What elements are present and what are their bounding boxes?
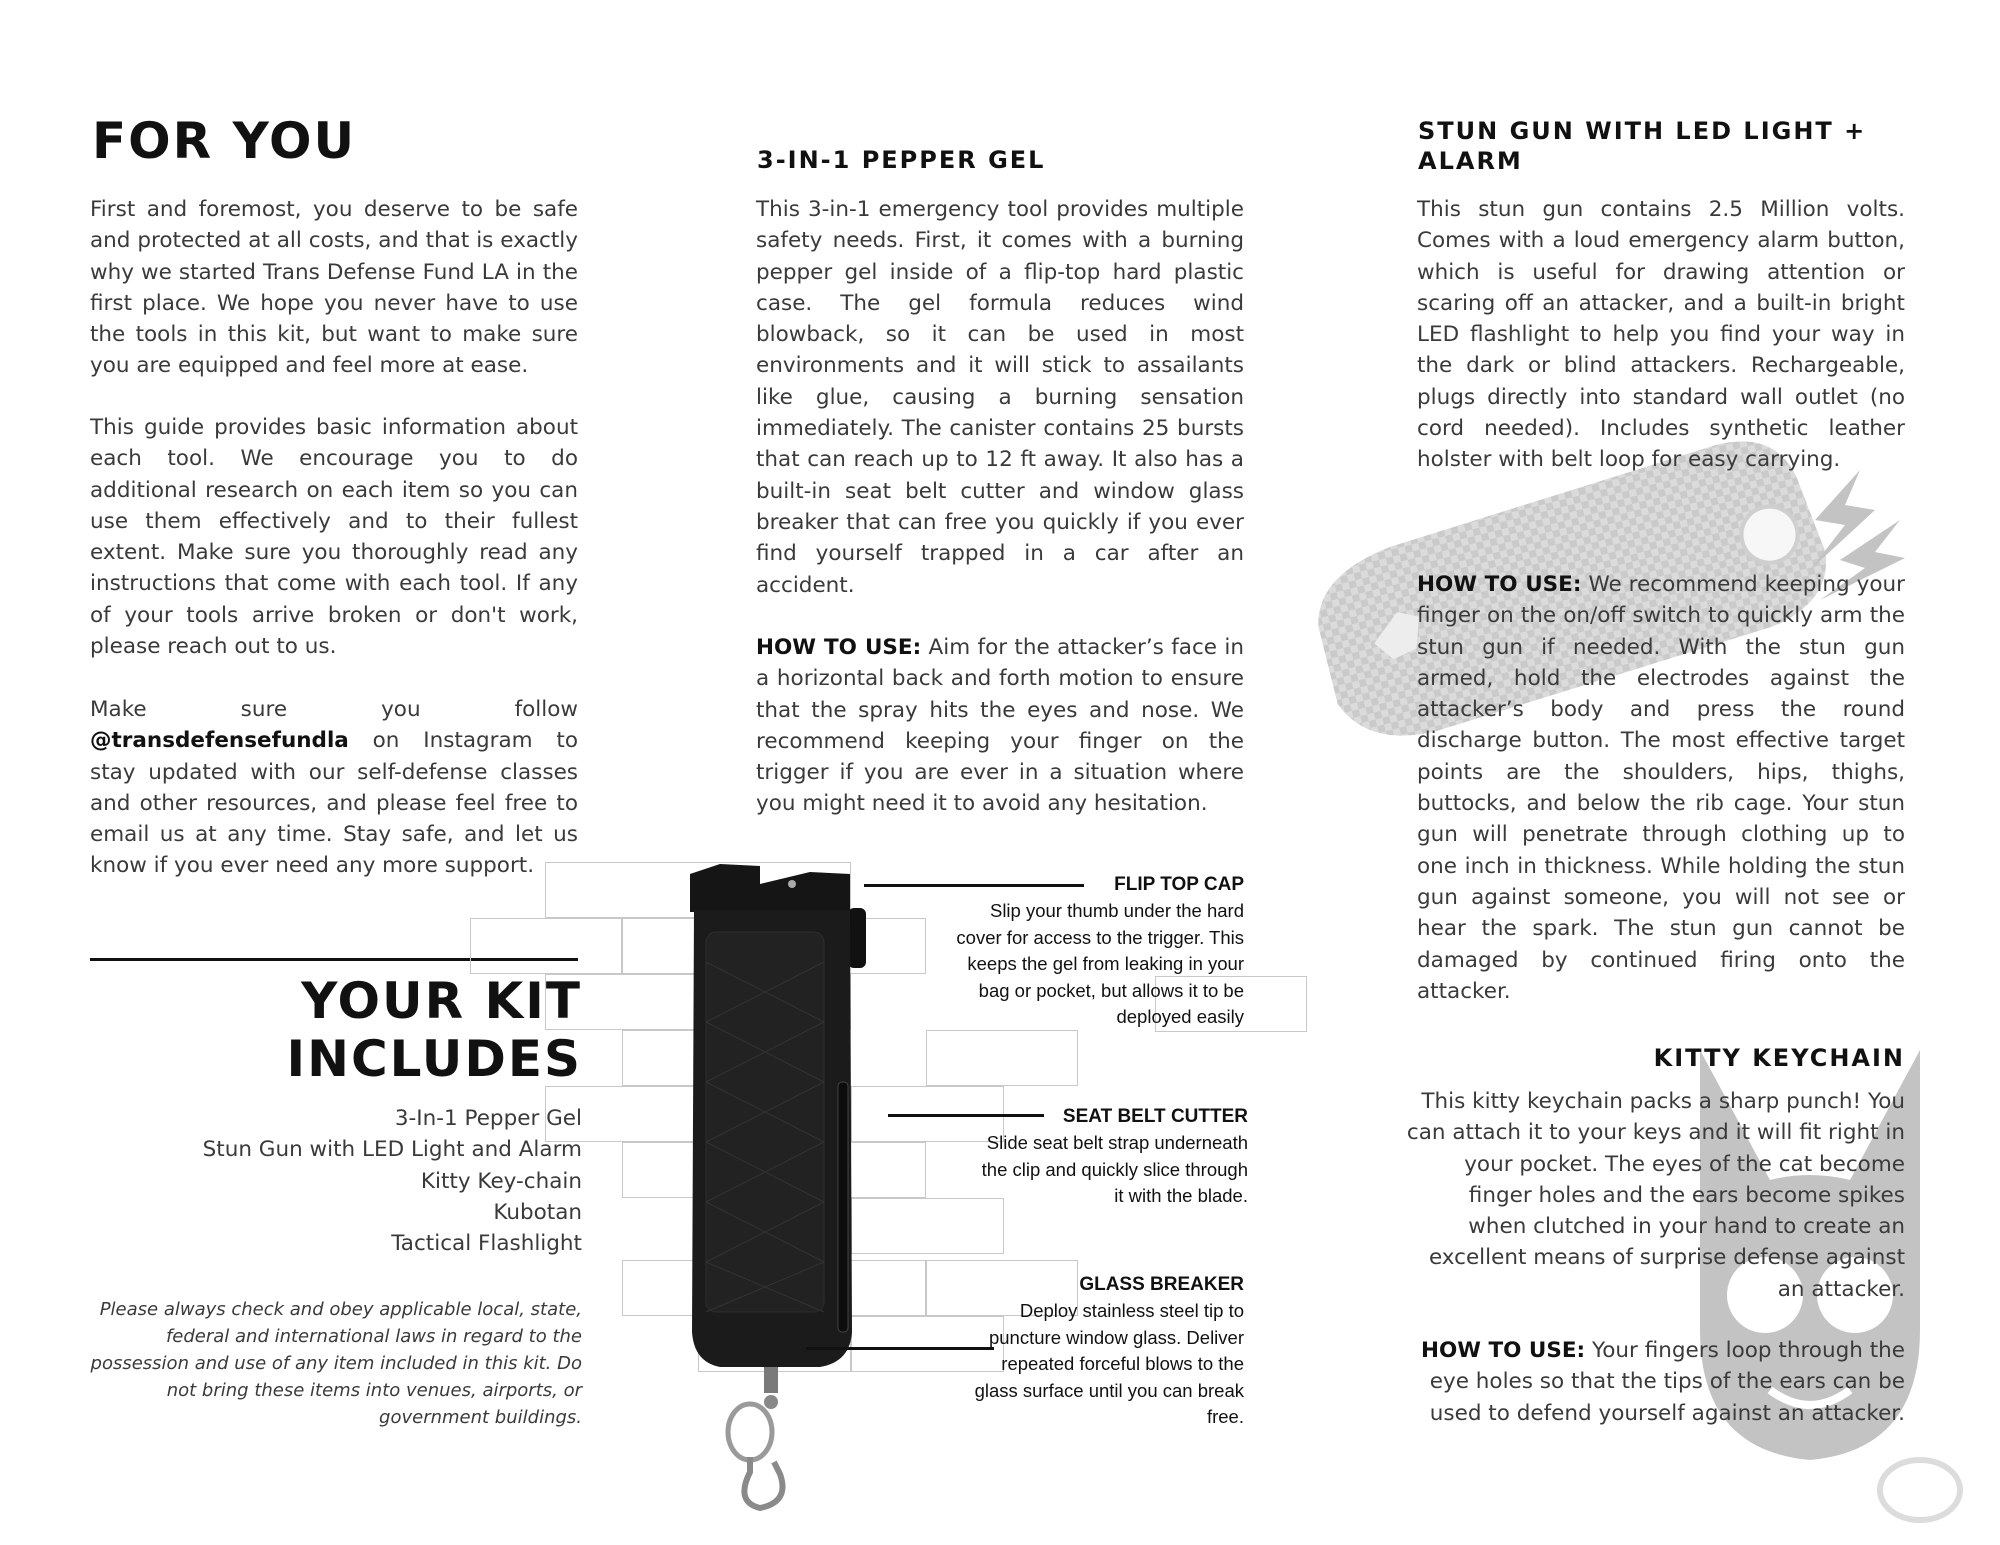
seat-belt-cutter-title: SEAT BELT CUTTER xyxy=(1062,1106,1248,1127)
kitty-keychain-description: This kitty keychain packs a sharp punch! You can attach it to your keys and it will fit right in your pocket. The eyes of the cat become finger holes and the ears become spikes when clutched in your hand to create an excellent means of surprise defense against an attacker. xyxy=(1406,1089,1905,1302)
legal-disclaimer: Please always check and obey applicable local, state, federal and international laws in regard to the possession and use of any item included in this kit. Do not bring these items into venues, airports, or government buildings. xyxy=(90,1299,582,1428)
pepper-gel-canister-image xyxy=(680,862,880,1512)
kit-title xyxy=(180,972,582,1088)
stun-gun-howto-label: HOW TO USE: xyxy=(1417,572,1582,597)
glass-breaker-text: Deploy stainless steel tip to puncture window glass. Deliver repeated forceful blows to the glass surface until you can break free. xyxy=(974,1300,1244,1427)
glass-breaker-callout xyxy=(960,1274,1244,1431)
stun-gun-title: STUN GUN WITH LED LIGHT + ALARM xyxy=(1418,117,1867,175)
glass-breaker-title: GLASS BREAKER xyxy=(1079,1274,1244,1295)
stun-gun-description: This stun gun contains 2.5 Million volts. Comes with a loud emergency alarm button, which is useful for drawing attention or scaring off an attacker, and a built-in bright LED flashlight to help you find your way in the dark or blind attackers. Rechargeable, plugs directly into standard wall outlet (no cord needed). Includes synthetic leather holster with belt loop for easy carrying. xyxy=(1417,197,1905,473)
kit-list xyxy=(150,1103,582,1259)
follow-prefix: Make sure you follow xyxy=(90,697,578,722)
for-you-paragraph-3 xyxy=(90,694,578,882)
pepper-gel-howto xyxy=(756,632,1244,820)
kit-item-stun-gun: Stun Gun with LED Light and Alarm xyxy=(202,1137,582,1163)
seat-belt-cutter-callout xyxy=(980,1106,1248,1210)
brick xyxy=(545,974,698,1030)
pepper-gel-title: 3-IN-1 PEPPER GEL xyxy=(757,146,1046,174)
for-you-paragraph-2: This guide provides basic information about each tool. We encourage you to do additional research on each item so you can use them effectively and to their fullest extent. Make sure you thoroughly read any instructions that come with each tool. If any of your tools arrive broken or don't work, please reach out to us. xyxy=(90,415,578,660)
flip-top-cap-callout xyxy=(940,874,1244,1031)
kit-item-pepper-gel: 3-In-1 Pepper Gel xyxy=(394,1106,582,1131)
flip-top-cap-title: FLIP TOP CAP xyxy=(1114,874,1244,895)
kit-item-flashlight: Tactical Flashlight xyxy=(391,1231,582,1257)
kitty-keychain-howto-text: Your fingers loop through the eye holes so that the tips of the ears can be used to defend yourself against an attacker. xyxy=(1429,1338,1905,1426)
brick xyxy=(926,1030,1078,1086)
pepper-gel-howto-label: HOW TO USE: xyxy=(756,635,922,660)
stun-gun-howto-text: We recommend keeping your finger on the on/off switch to quickly arm the stun gun if needed. With the stun gun armed, hold the electrodes against the attacker’s body and press the round discharge button. The most effective target points are the shoulders, hips, thighs, buttocks, and below the rib cage. Your stun gun will penetrate through clothing up to one inch in thickness. While holding the stun gun against someone, you will not see or hear the spark. The stun gun cannot be damaged by continued firing onto the attacker. xyxy=(1417,572,1905,1004)
pepper-gel-description: This 3-in-1 emergency tool provides multiple safety needs. First, it comes with a burning pepper gel inside of a flip-top hard plastic case. The gel formula reduces wind blowback, so it can be used in most environments and it will stick to assailants like glue, causing a burning sensation immediately. The canister contains 25 bursts that can reach up to 12 ft away. It also has a built-in seat belt cutter and window glass breaker that can free you quickly if you ever find yourself trapped in a car after an accident. xyxy=(756,197,1244,598)
seat-belt-cutter-text: Slide seat belt strap underneath the clip and quickly slice through it with the blade. xyxy=(981,1132,1248,1206)
kit-item-kubotan: Kubotan xyxy=(493,1199,582,1225)
kitty-keychain-howto xyxy=(1405,1335,1905,1429)
brick xyxy=(545,1086,698,1142)
for-you-title: FOR YOU xyxy=(92,112,357,170)
kit-title-line-1: YOUR KIT xyxy=(301,972,582,1030)
kit-item-kitty-keychain: Kitty Key-chain xyxy=(420,1168,582,1194)
pepper-gel-howto-text: Aim for the attacker’s face in a horizontal back and forth motion to ensure that the spray hits the eyes and nose. We recommend keeping your finger on the trigger if you are ever in a situation where you might need it to avoid any hesitation. xyxy=(756,635,1244,817)
kit-title-line-2: INCLUDES xyxy=(286,1030,582,1088)
kitty-keychain-title: KITTY KEYCHAIN xyxy=(1653,1044,1905,1072)
instagram-handle: @transdefensefundla xyxy=(90,728,349,754)
for-you-paragraph-1: First and foremost, you deserve to be safe and protected at all costs, and that is exactly why we started Trans Defense Fund LA in the first place. We hope you never have to use the tools in this kit, but want to make sure you are equipped and feel more at ease. xyxy=(90,197,578,379)
follow-suffix: on Instagram to stay updated with our self-defense classes and other resources, and please feel free to email us at any time. Stay safe, and let us know if you ever need any more support. xyxy=(90,728,578,879)
stun-gun-howto xyxy=(1417,569,1905,1007)
flip-top-cap-text: Slip your thumb under the hard cover for access to the trigger. This keeps the gel from leaking in your bag or pocket, but allows it to be deployed easily xyxy=(956,900,1244,1027)
brick xyxy=(470,918,622,974)
kitty-keychain-howto-label: HOW TO USE: xyxy=(1421,1338,1586,1363)
